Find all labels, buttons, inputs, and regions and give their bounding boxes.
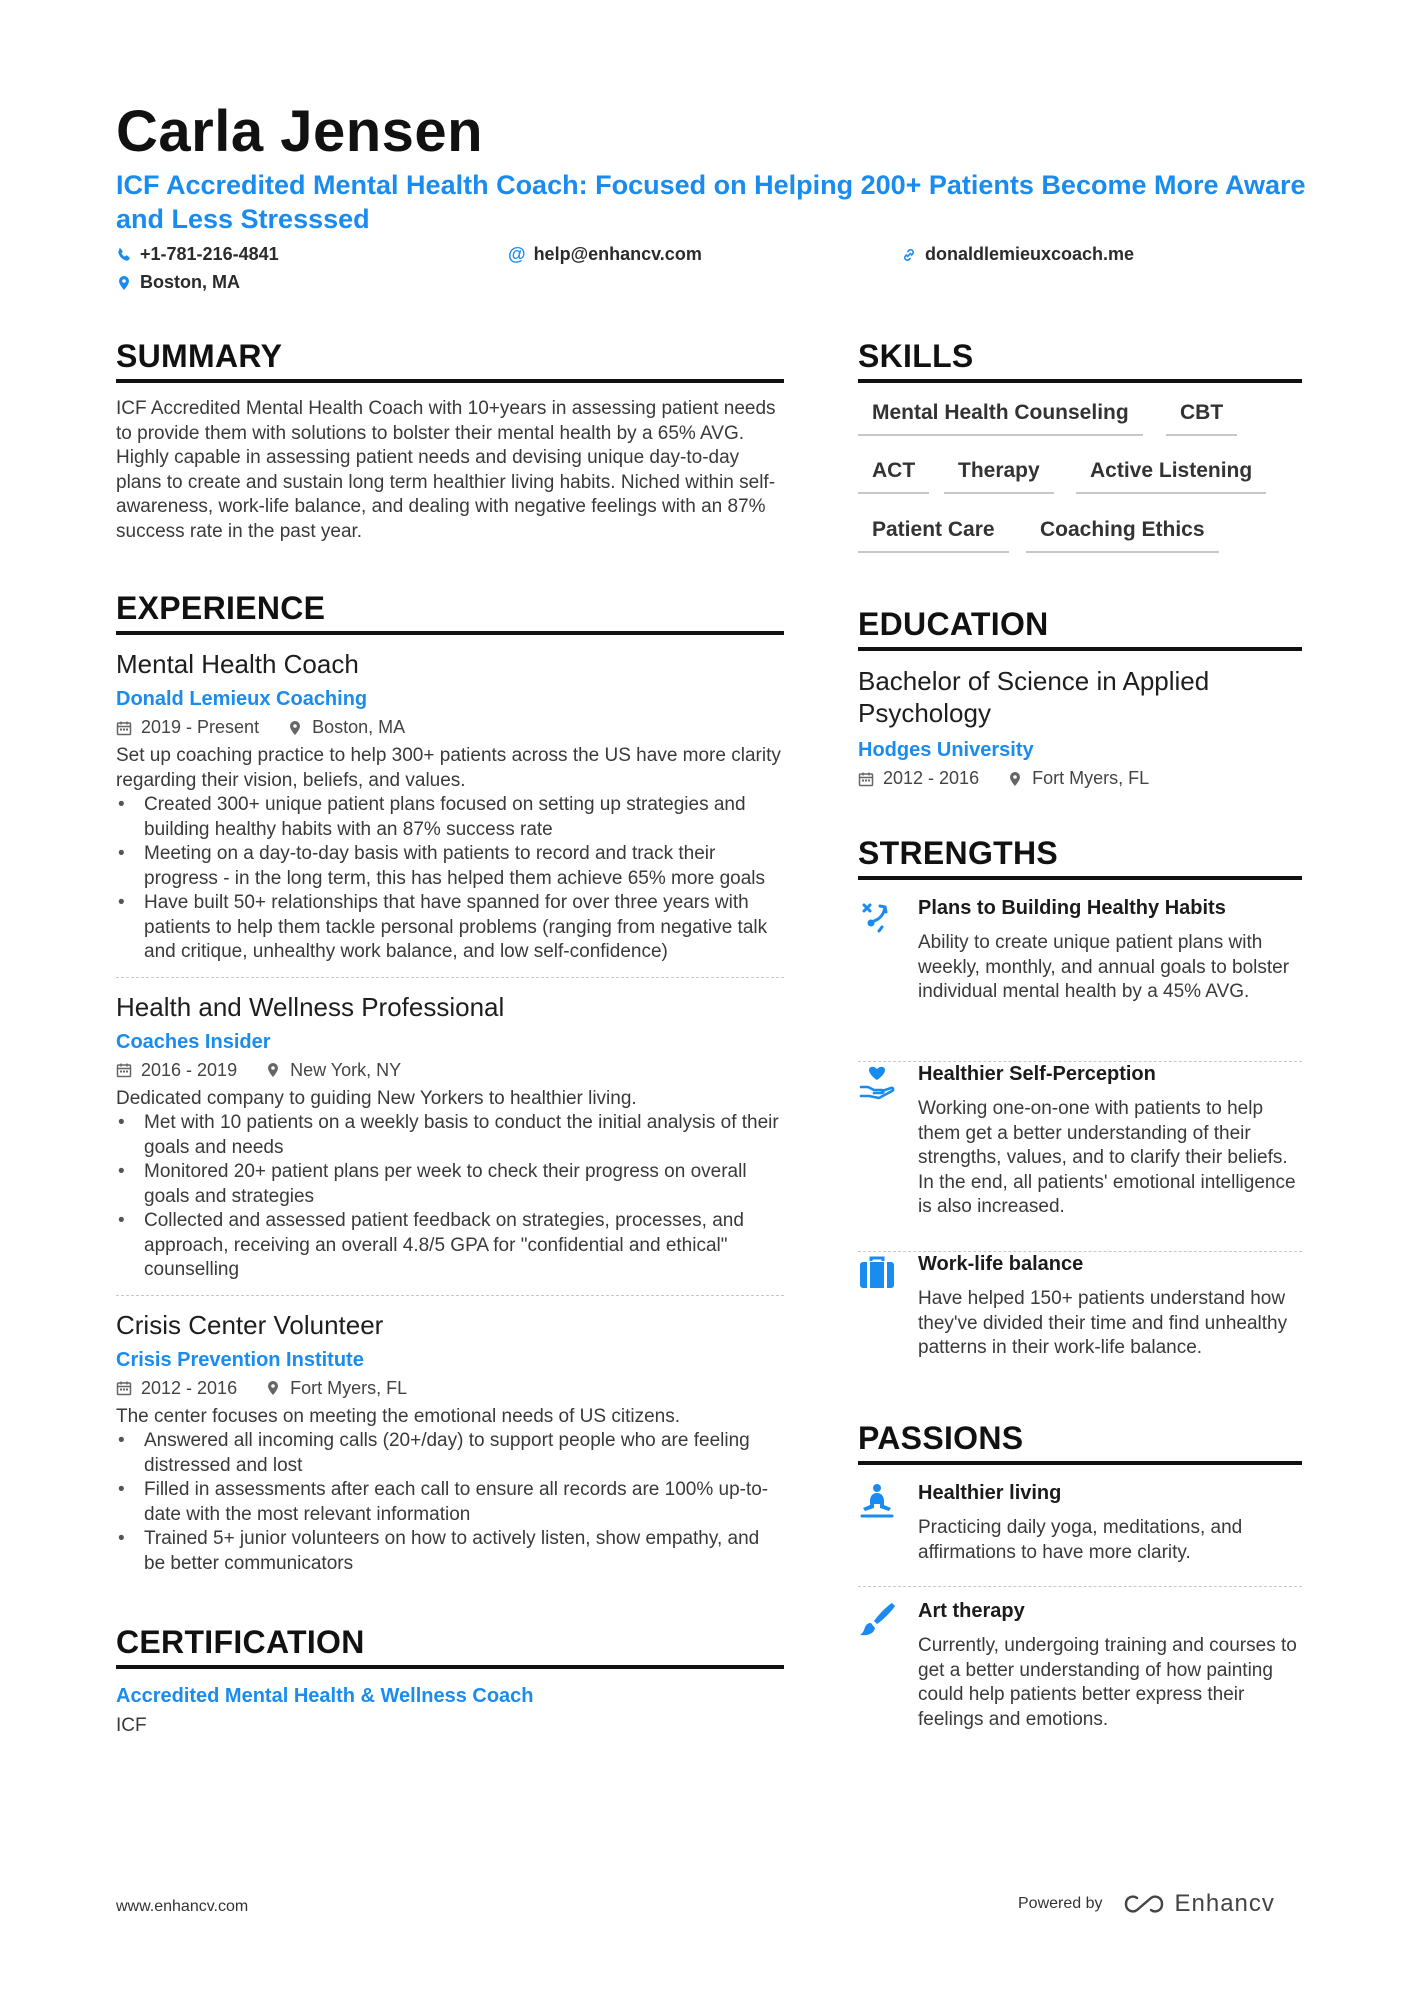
skills-heading: SKILLS	[858, 338, 1302, 383]
job-dates-text: 2019 - Present	[141, 717, 260, 737]
education-dates-text: 2012 - 2016	[883, 768, 980, 788]
education-dates	[858, 768, 979, 789]
passion-description: Practicing daily yoga, meditations, and affirmations to have more clarity.	[918, 1517, 1243, 1563]
skill-tag: Active Listening	[1076, 459, 1266, 494]
strength-description: Ability to create unique patient plans with weekly, monthly, and annual goals to bolster individual mental health by a 45% AVG.	[918, 932, 1290, 1002]
entry-divider	[858, 1061, 1302, 1062]
footer-site[interactable]: www.enhancv.com	[116, 1898, 249, 1915]
job-dates	[116, 1060, 237, 1081]
job-description: Set up coaching practice to help 300+ patients across the US have more clarity regarding their vision, beliefs, and values.	[116, 745, 781, 791]
certification-name: Accredited Mental Health & Wellness Coach	[116, 1685, 534, 1707]
strength-title: Plans to Building Healthy Habits	[918, 897, 1226, 919]
passion-title: Healthier living	[918, 1482, 1062, 1504]
hand-heart-icon	[858, 1063, 896, 1101]
experience-entry	[116, 649, 784, 965]
location-pin-icon	[265, 1380, 281, 1396]
strength-description: Have helped 150+ patients understand how they've divided their time and find unhealthy patterns in their work-life balance.	[918, 1288, 1288, 1358]
job-location-text: New York, NY	[290, 1059, 402, 1080]
meditation-icon	[858, 1482, 896, 1520]
education-location	[1007, 768, 1149, 789]
calendar-icon	[858, 771, 874, 787]
passion-title: Art therapy	[918, 1600, 1025, 1622]
brand-name: Enhancv	[1174, 1890, 1275, 1917]
degree-title: Bachelor of Science in Applied Psychology	[858, 666, 1210, 728]
entry-divider	[116, 1295, 784, 1296]
strength-item	[858, 1063, 1302, 1233]
location-pin-icon	[265, 1062, 281, 1078]
passion-item	[858, 1600, 1302, 1730]
powered-by-label: Powered by	[1018, 1895, 1103, 1912]
skill-tag: Therapy	[944, 459, 1054, 494]
job-description: Dedicated company to guiding New Yorkers to healthier living.	[116, 1087, 637, 1109]
experience-entry	[116, 1310, 784, 1577]
education-section	[858, 606, 1302, 789]
job-meta	[116, 1378, 784, 1399]
contact-website	[901, 244, 1134, 265]
skill-tag: Patient Care	[858, 518, 1009, 553]
job-description: The center focuses on meeting the emotional needs of US citizens.	[116, 1405, 680, 1427]
location-pin-icon	[287, 720, 303, 736]
job-location	[265, 1060, 401, 1081]
job-bullet: • Meeting on a day-to-day basis with patients to record and track their progress - in the long term, this has helped them achieve 65% more goals	[116, 842, 784, 891]
job-bullet: • Monitored 20+ patient plans per week to check their progress on overall goals and strategies	[116, 1160, 784, 1209]
skill-tag: ACT	[858, 459, 929, 494]
entry-divider	[858, 1586, 1302, 1587]
contact-email	[508, 244, 702, 265]
strengths-heading: STRENGTHS	[858, 835, 1302, 880]
experience-heading: EXPERIENCE	[116, 590, 784, 635]
passions-section	[858, 1420, 1302, 1730]
right-column	[858, 338, 1302, 1730]
calendar-icon	[116, 1380, 132, 1396]
job-title: Mental Health Coach	[116, 649, 359, 679]
calendar-icon	[116, 1062, 132, 1078]
calendar-icon	[116, 720, 132, 736]
company-name: Crisis Prevention Institute	[116, 1348, 364, 1371]
location-pin-icon	[1007, 771, 1023, 787]
job-bullet: • Filled in assessments after each call to ensure all records are 100% up-to-date with the most relevant information	[116, 1478, 784, 1527]
strength-title: Work-life balance	[918, 1253, 1084, 1275]
job-title: Crisis Center Volunteer	[116, 1309, 384, 1340]
job-bullet: • Trained 5+ junior volunteers on how to actively listen, show empathy, and be better communicators	[116, 1527, 784, 1576]
company-name: Coaches Insider	[116, 1030, 271, 1053]
paintbrush-icon	[858, 1600, 896, 1638]
job-bullets	[116, 793, 784, 965]
job-location	[287, 717, 405, 738]
link-icon	[901, 247, 917, 263]
strategy-icon	[858, 897, 896, 935]
passion-item	[858, 1482, 1302, 1582]
skills-list	[858, 383, 1302, 573]
left-column	[116, 338, 784, 1739]
contact-location	[116, 272, 240, 293]
job-meta	[116, 717, 784, 738]
candidate-name: Carla Jensen	[116, 99, 484, 164]
strength-title: Healthier Self-Perception	[918, 1063, 1156, 1085]
phone-number: +1-781-216-4841	[140, 244, 279, 264]
contact-phone	[116, 244, 279, 265]
job-bullet: • Answered all incoming calls (20+/day) to support people who are feeling distressed and lost	[116, 1429, 784, 1478]
skill-tag: Mental Health Counseling	[858, 401, 1143, 436]
location-pin-icon	[116, 275, 132, 291]
summary-heading: SUMMARY	[116, 338, 784, 383]
job-title: Health and Wellness Professional	[116, 991, 505, 1022]
entry-divider	[858, 1251, 1302, 1252]
summary-section	[116, 338, 784, 544]
company-name: Donald Lemieux Coaching	[116, 688, 368, 710]
job-bullet: • Have built 50+ relationships that have spanned for over three years with patients to help them tackle personal problems (ranging from negative talk and critique, unhealthy work balance, and low self-confidence)	[116, 891, 784, 965]
job-dates-text: 2016 - 2019	[141, 1059, 238, 1080]
certification-heading: CERTIFICATION	[116, 1624, 784, 1669]
education-meta	[858, 768, 1302, 789]
experience-section	[116, 590, 784, 1576]
skills-section	[858, 338, 1302, 573]
job-location-text: Boston, MA	[312, 717, 406, 737]
job-meta	[116, 1060, 784, 1081]
phone-icon	[116, 247, 132, 263]
strength-item	[858, 897, 1302, 1047]
job-location	[265, 1378, 407, 1399]
enhancv-logo-icon	[1123, 1892, 1167, 1916]
education-location-text: Fort Myers, FL	[1032, 768, 1150, 788]
footer-branding	[1018, 1890, 1275, 1918]
strengths-section	[858, 835, 1302, 1395]
job-dates	[116, 1378, 237, 1399]
skill-tag: Coaching Ethics	[1026, 518, 1219, 553]
entry-divider	[116, 977, 784, 978]
passions-heading: PASSIONS	[858, 1420, 1302, 1465]
email-address: help@enhancv.com	[533, 244, 702, 264]
certification-issuer: ICF	[116, 1715, 147, 1736]
summary-text: ICF Accredited Mental Health Coach with 10+years in assessing patient needs to provide them with solutions to bolster their mental health by a 65% AVG. Highly capable in assessing patient needs and devising unique day-to-day plans to create and sustain long term healthier living habits. Niched within self-awareness, work-life balance, and dealing with negative feelings with an 87% success rate in the past year.	[116, 398, 776, 542]
strength-item	[858, 1253, 1302, 1383]
school-name: Hodges University	[858, 739, 1034, 761]
certification-section	[116, 1624, 784, 1739]
passion-description: Currently, undergoing training and courses to get a better understanding of how painting could help patients better express their feelings and emotions.	[918, 1635, 1297, 1730]
at-icon: @	[508, 244, 526, 264]
experience-entry	[116, 992, 784, 1283]
job-bullets	[116, 1111, 784, 1283]
skill-tag: CBT	[1166, 401, 1237, 436]
brand-logo	[1123, 1890, 1275, 1918]
job-location-text: Fort Myers, FL	[290, 1377, 408, 1398]
briefcase-icon	[858, 1253, 896, 1291]
headline: ICF Accredited Mental Health Coach: Focused on Helping 200+ Patients Become More Aware and Less Stresssed	[116, 170, 1306, 234]
job-bullet: • Collected and assessed patient feedback on strategies, processes, and approach, receiving an overall 4.8/5 GPA for "confidential and ethical" counselling	[116, 1209, 784, 1283]
job-bullets	[116, 1429, 784, 1576]
website-url: donaldlemieuxcoach.me	[925, 244, 1135, 264]
job-bullet: • Created 300+ unique patient plans focused on setting up strategies and building healthy habits with an 87% success rate	[116, 793, 784, 842]
education-heading: EDUCATION	[858, 606, 1302, 651]
job-bullet: • Met with 10 patients on a weekly basis to conduct the initial analysis of their goals and needs	[116, 1111, 784, 1160]
location-text: Boston, MA	[140, 272, 240, 292]
job-dates	[116, 717, 259, 738]
job-dates-text: 2012 - 2016	[141, 1377, 238, 1398]
strength-description: Working one-on-one with patients to help them get a better understanding of their strengths, values, and to clarify their beliefs. In the end, all patients' emotional intelligence is also increased.	[918, 1098, 1296, 1217]
